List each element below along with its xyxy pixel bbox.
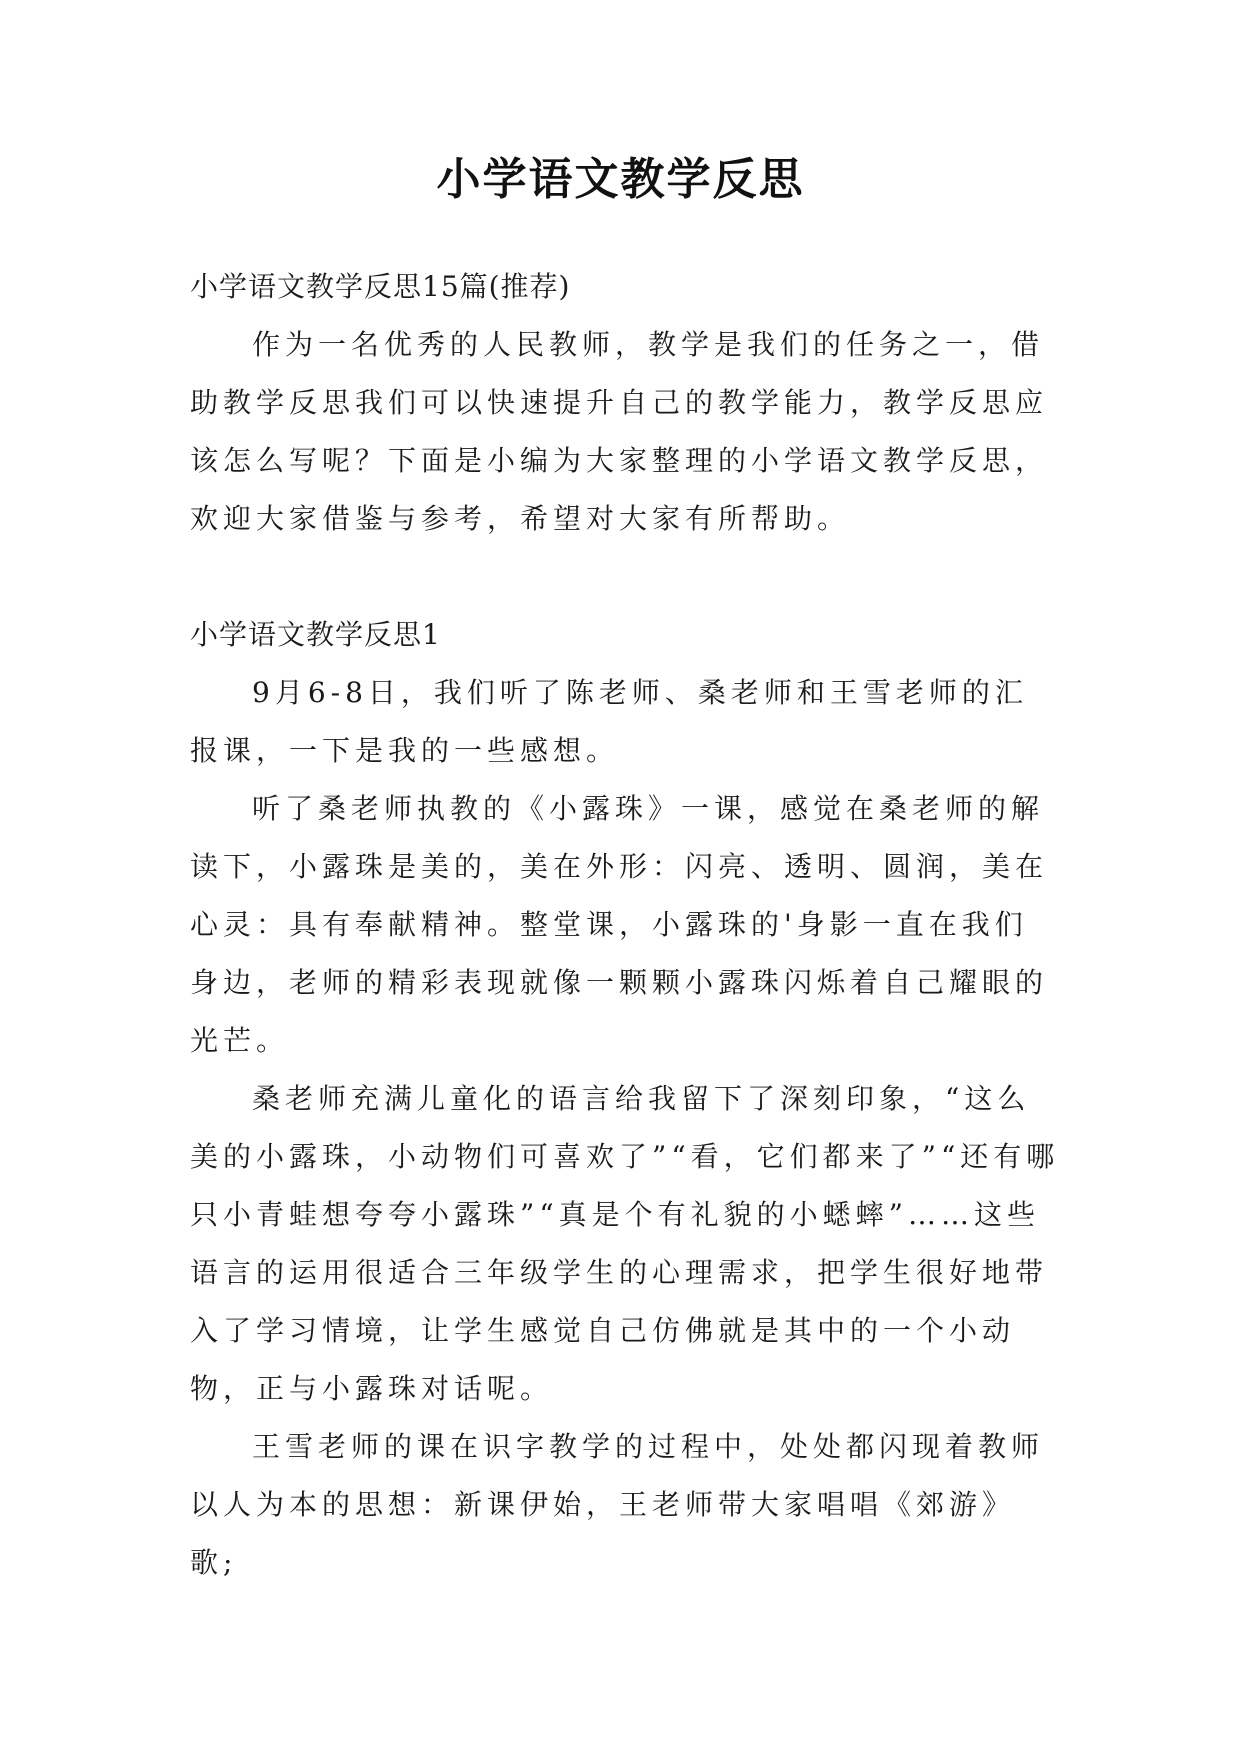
document-subtitle: 小学语文教学反思15篇(推荐) <box>190 270 571 303</box>
body-paragraph: 9月6-8日，我们听了陈老师、桑老师和王雪老师的汇报课，一下是我的一些感想。 <box>190 676 1028 767</box>
section-spacer <box>190 548 1060 606</box>
intro-paragraph: 作为一名优秀的人民教师，教学是我们的任务之一，借助教学反思我们可以快速提升自己的教学能力，教学反思应该怎么写呢？下面是小编为大家整理的小学语文教学反思，欢迎大家借鉴与参考，希望对大家有所帮助。 <box>190 328 1049 535</box>
body-paragraph: 听了桑老师执教的《小露珠》一课，感觉在桑老师的解读下，小露珠是美的，美在外形：闪亮、透明、圆润，美在心灵：具有奉献精神。整堂课，小露珠的'身影一直在我们身边，老师的精彩表现就像一颗颗小露珠闪烁着自己耀眼的光芒。 <box>190 792 1049 1057</box>
body-paragraph: 王雪老师的课在识字教学的过程中，处处都闪现着教师以人为本的思想：新课伊始，王老师带大家唱唱《郊游》歌; <box>190 1430 1045 1579</box>
section-heading: 小学语文教学反思1 <box>190 618 441 651</box>
document-body <box>190 258 1060 1592</box>
document-title: 小学语文教学反思 <box>436 154 805 205</box>
body-paragraph: 桑老师充满儿童化的语言给我留下了深刻印象，“这么美的小露珠，小动物们可喜欢了”“看，它们都来了”“还有哪只小青蛙想夸夸小露珠”“真是个有礼貌的小蟋蟀”……这些语言的运用很适合三年级学生的心理需求，把学生很好地带入了学习情境，让学生感觉自己仿佛就是其中的一个小动物，正与小露珠对话呢。 <box>190 1082 1060 1405</box>
